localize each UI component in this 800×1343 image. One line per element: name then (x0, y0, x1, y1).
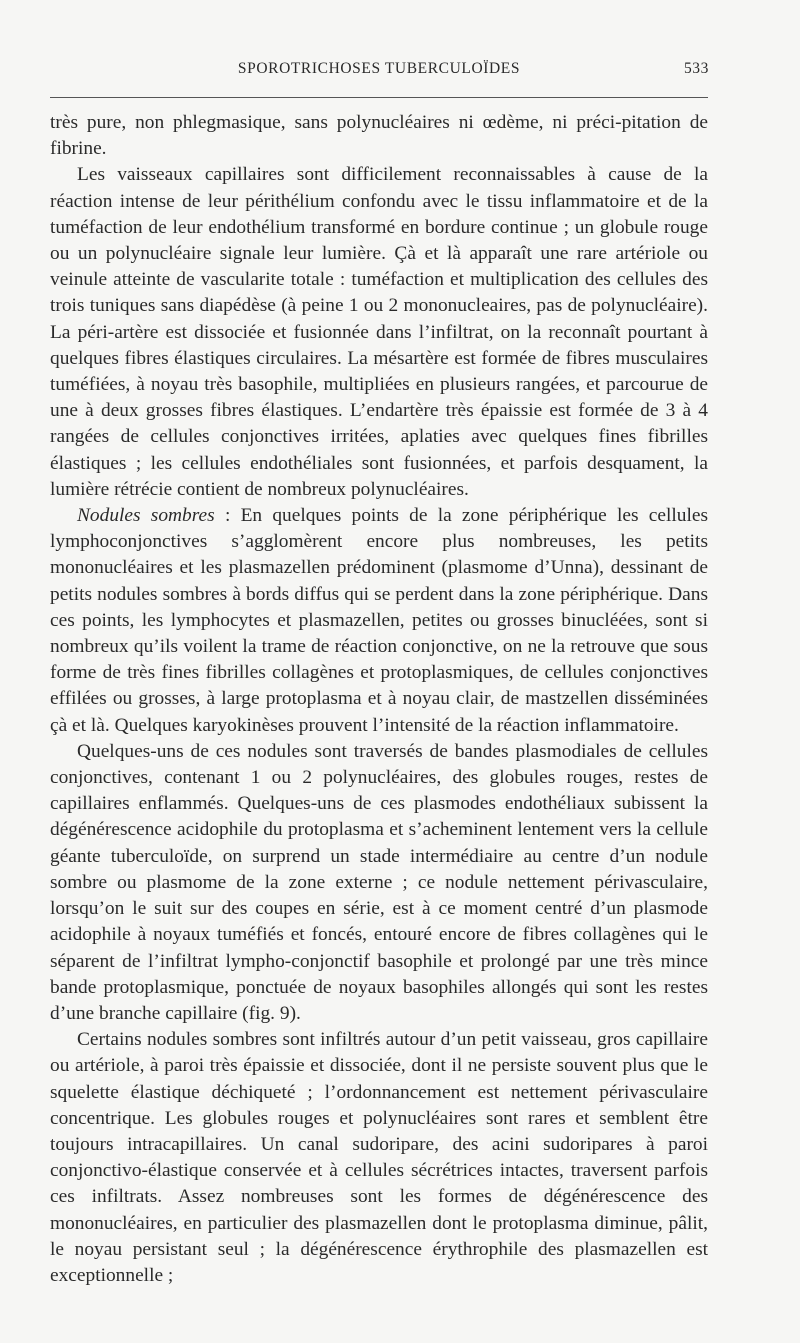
paragraph-certains-nodules: Certains nodules sombres sont infiltrés autour d’un petit vaisseau, gros capillaire ou artériole, à paroi très épaissie et dissociée, dont il ne persiste souvent plus que le squelette élastique déchiqueté ; l’ordonnancement est nettement périvasculaire concentrique. Les globules rouges et polynucléaires sont rares et semblent être toujours intracapillaires. Un canal sudoripare, des acini sudoripares à paroi conjonctivo-élastique conservée et à cellules sécrétrices intactes, traversent parfois ces infiltrats. Assez nombreuses sont les formes de dégénérescence des mononucléaires, en particulier des plasmazellen dont le protoplasma diminue, pâlit, le noyau persistant seul ; la dégénérescence érythrophile des plasmazellen est exceptionnelle ; (50, 1029, 708, 1286)
running-header (50, 60, 708, 90)
paragraph-nodules-sombres (50, 503, 708, 739)
header-rule (50, 97, 708, 98)
body-text (50, 110, 708, 1289)
paragraph-lead-italic: Nodules sombres (77, 505, 215, 527)
paragraph-continuation: très pure, non phlegmasique, sans polynucléaires ni œdème, ni préci-pitation de fibrine. (50, 112, 708, 160)
paragraph-plasmodes: Quelques-uns de ces nodules sont traversés de bandes plasmodiales de cellules conjonctives, contenant 1 ou 2 polynucléaires, des globules rouges, restes de capillaires enflammés. Quelques-uns de ces plasmodes endothéliaux subissent la dégénérescence acidophile du protoplasma et s’acheminent lentement vers la cellule géante tuberculoïde, on surprend un stade intermédiaire au centre d’un nodule sombre ou plasmome de la zone externe ; ce nodule nettement périvasculaire, lorsqu’on le suit sur des coupes en série, est à ce moment centré d’un plasmode acidophile à noyaux tuméfiés et foncés, entouré encore de fibres collagènes qui le séparent de l’infiltrat lympho-conjonctif basophile et prolongé par une très mince bande protoplasmique, ponctuée de noyaux basophiles allongés qui sont les restes d’une branche capillaire (fig. 9). (50, 740, 708, 1024)
paragraph-text: : En quelques points de la zone périphérique les cellules lymphoconjonctives s’agglomèrent encore plus nombreuses, les petits mononucléaires et les plasmazellen prédominent (plasmome d’Unna), dessinant de petits nodules sombres à bords diffus qui se perdent dans la zone périphérique. Dans ces points, les lymphocytes et plasmazellen, petites ou grosses binucléées, sont si nombreux qu’ils voilent la trame de réaction conjonctive, on ne la retrouve que sous forme de très fines fibrilles collagènes et protoplasmiques, de cellules conjonctives effilées ou grosses, à large protoplasma et à noyau clair, de mastzellen disséminées çà et là. Quelques karyokinèses prouvent l’intensité de la réaction inflammatoire. (50, 505, 708, 736)
page-number: 533 (683, 60, 709, 77)
running-title: SPOROTRICHOSES TUBERCULOÏDES (237, 60, 521, 77)
paragraph-vessels: Les vaisseaux capillaires sont difficilement reconnaissables à cause de la réaction intense de leur périthélium confondu avec le tissu inflammatoire et de la tuméfaction de leur endothélium transformé en bordure continue ; un globule rouge ou un polynucléaire signale leur lumière. Çà et là apparaît une rare artériole ou veinule atteinte de vascularite totale : tuméfaction et multiplication des cellules des trois tuniques sans diapédèse (à peine 1 ou 2 mononucleaires, pas de polynucléaire). La péri-artère est dissociée et fusionnée dans l’infiltrat, on la reconnaît pourtant à quelques fibres élastiques circulaires. La mésartère est formée de fibres musculaires tuméfiées, à noyau très basophile, multipliées en plusieurs rangées, et parcourue de une à deux grosses fibres élastiques. L’endartère très épaissie est formée de 3 à 4 rangées de cellules conjonctives irritées, aplaties avec quelques fines fibrilles élastiques ; les cellules endothéliales sont fusionnées, et parfois desquament, la lumière rétrécie contient de nombreux polynucléaires. (50, 164, 708, 500)
